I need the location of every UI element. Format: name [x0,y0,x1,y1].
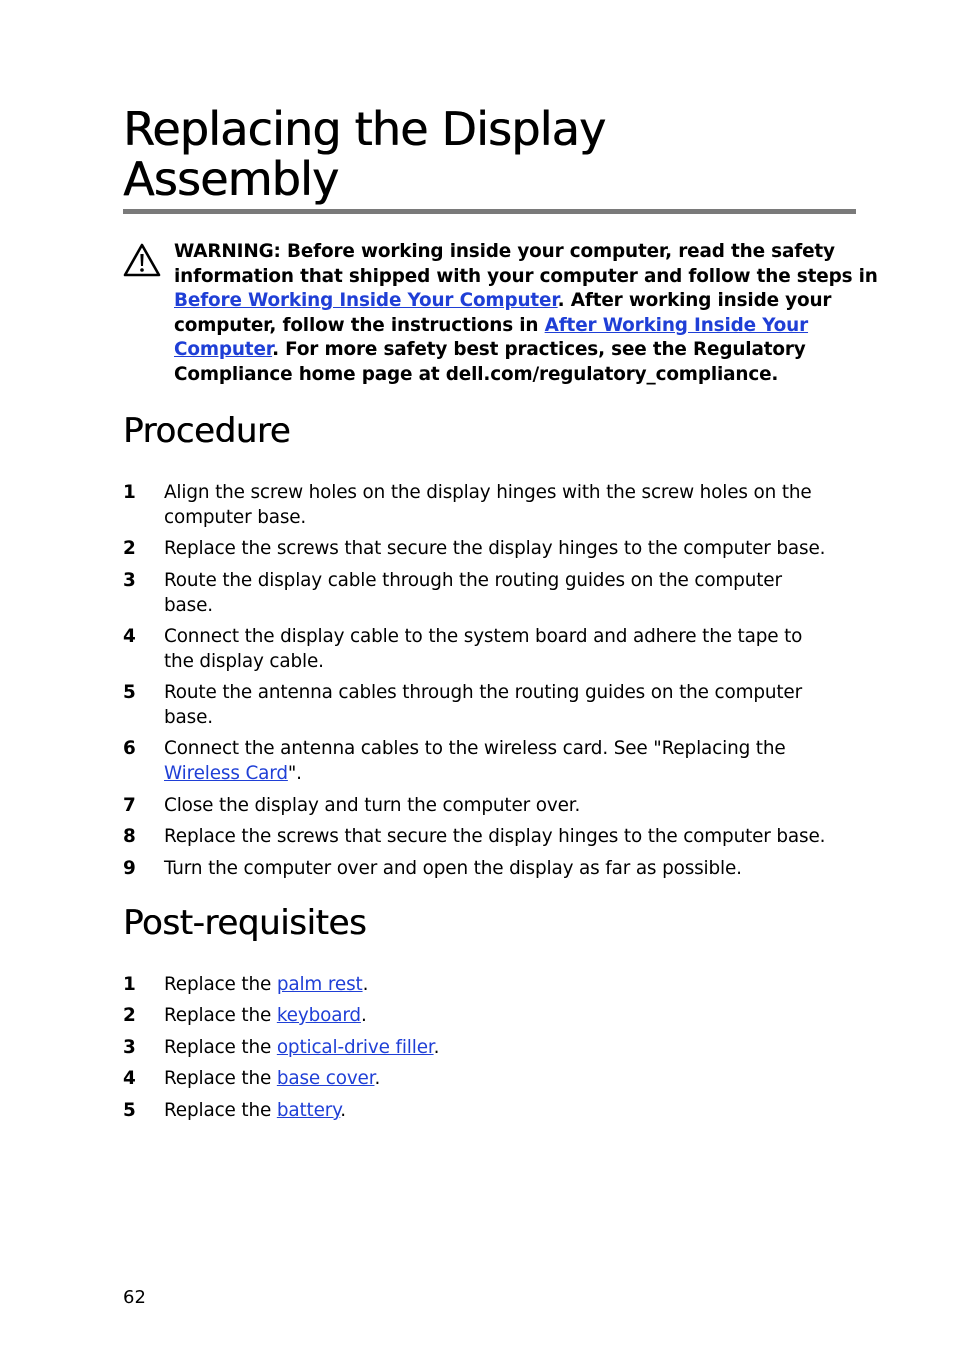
warning-text-fragment: . After working inside your [557,290,832,312]
step-text-fragment: Replace the [164,1005,277,1026]
battery-link[interactable]: battery [276,1100,341,1121]
optical-drive-filler-link[interactable]: optical-drive filler [276,1037,434,1058]
step-line [164,761,864,786]
step-text-fragment: ". [287,763,302,784]
step-line: Route the antenna cables through the routing guides on the computer [164,682,803,703]
warning-triangle-icon [122,242,162,278]
step-line: Turn the computer over and open the display as far as possible. [164,858,742,879]
step-line: base. [164,707,213,728]
warning-line: Compliance home page at dell.com/regulatory_compliance. [174,363,779,385]
page-title [123,104,863,204]
step-line: Align the screw holes on the display hinges with the screw holes on the [164,482,812,503]
step-text [164,824,864,849]
step-line: Close the display and turn the computer over. [164,795,581,816]
step-number: 9 [123,858,136,879]
step-number: 8 [123,826,136,847]
step-text [164,1035,864,1060]
postrequisites-heading: Post-requisites [123,903,367,943]
step-line: Replace the screws that secure the display hinges to the computer base. [164,826,826,847]
step-number: 3 [123,1037,136,1058]
step-text [164,568,864,618]
palm-rest-link[interactable]: palm rest [276,974,363,995]
step-text [164,536,864,561]
after-working-link[interactable]: After Working Inside Your [544,314,809,336]
step-number: 2 [123,538,136,559]
page-title-line-2: Assembly [123,152,339,206]
step-text-fragment: . [360,1005,367,1026]
page-title-line-1: Replacing the Display [123,102,606,156]
step-text [164,680,864,730]
step-number: 5 [123,682,136,703]
step-text-fragment: Replace the [164,974,277,995]
warning-text-fragment: . For more safety best practices, see the Regulatory [272,339,806,361]
step-text [164,972,864,997]
step-text-fragment: Replace the [164,1100,277,1121]
before-working-link[interactable]: Before Working Inside Your Computer [174,290,558,312]
title-divider [123,209,856,214]
step-line: Replace the screws that secure the display hinges to the computer base. [164,538,826,559]
step-text [164,856,864,881]
step-line: base. [164,595,213,616]
warning-text-fragment: computer, follow the instructions in [174,314,545,336]
page-number: 62 [123,1287,146,1308]
warning-line: WARNING: Before working inside your computer, read the safety [174,241,835,262]
step-number: 2 [123,1005,136,1026]
step-line: computer base. [164,507,307,528]
step-text [164,1098,864,1123]
step-number: 4 [123,626,136,647]
step-number: 4 [123,1068,136,1089]
step-number: 5 [123,1100,136,1121]
step-text-fragment: . [374,1068,381,1089]
step-line: Connect the antenna cables to the wireless card. See "Replacing the [164,738,786,759]
step-line: Connect the display cable to the system board and adhere the tape to [164,626,803,647]
step-line: Route the display cable through the routing guides on the computer [164,570,782,591]
step-number: 3 [123,570,136,591]
step-text [164,624,864,674]
procedure-heading: Procedure [123,411,291,451]
warning-line [174,314,864,339]
base-cover-link[interactable]: base cover [276,1068,375,1089]
step-text-fragment: . [340,1100,346,1121]
after-working-link-continued[interactable]: Computer [174,339,273,361]
step-number: 1 [123,974,136,995]
step-text [164,1066,864,1091]
step-text [164,480,864,530]
step-text-fragment: Replace the [164,1068,277,1089]
warning-notice [174,240,878,388]
warning-line [174,289,864,314]
step-text-fragment: . [433,1037,440,1058]
step-number: 6 [123,738,136,759]
step-number: 7 [123,795,136,816]
step-text [164,736,864,786]
warning-line: information that shipped with your computer and follow the steps in [174,265,878,287]
keyboard-link[interactable]: keyboard [276,1005,361,1026]
warning-line [174,338,864,363]
step-text-fragment: Replace the [164,1037,277,1058]
step-text [164,1003,864,1028]
step-text-fragment: . [362,974,369,995]
step-number: 1 [123,482,136,503]
wireless-card-link[interactable]: Wireless Card [164,763,288,784]
step-text [164,793,864,818]
step-line: the display cable. [164,651,324,672]
